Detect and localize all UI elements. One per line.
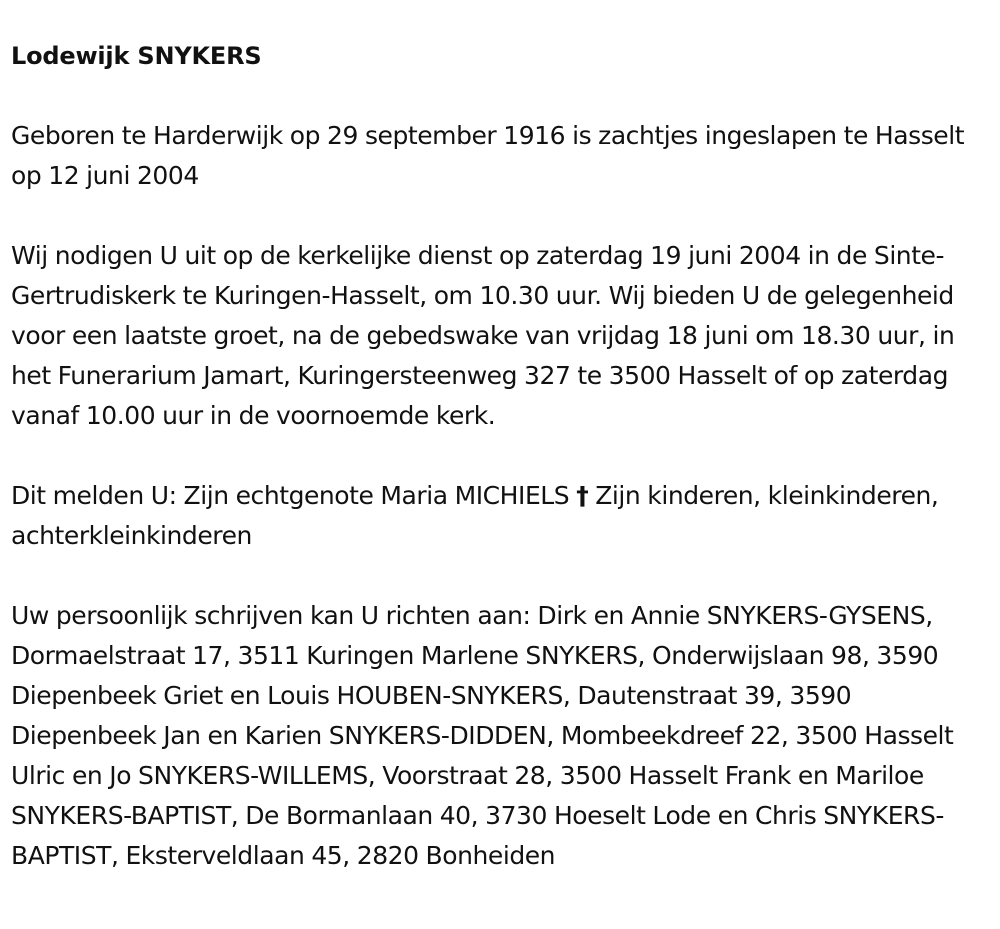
cross-icon: †: [576, 481, 589, 510]
deceased-name: Lodewijk SNYKERS: [11, 42, 262, 70]
announced-by-paragraph: [11, 476, 990, 556]
service-paragraph: Wij nodigen U uit op de kerkelijke dienst op zaterdag 19 juni 2004 in de Sinte-Gertrudiskerk te Kuringen-Hasselt, om 10.30 uur. Wij bieden U de gelegenheid voor een laatste groet, na de gebedswake van vrijdag 18 juni om 18.30 uur, in het Funerarium Jamart, Kuringersteenweg 327 te 3500 Hasselt of op zaterdag vanaf 10.00 uur in de voornoemde kerk.: [11, 241, 955, 430]
announced-by-text: Dit melden U: Zijn echtgenote Maria MICHIELS: [11, 481, 570, 510]
correspondence-paragraph: Uw persoonlijk schrijven kan U richten aan: Dirk en Annie SNYKERS-GYSENS, Dormaelstraat 17, 3511 Kuringen Marlene SNYKERS, Onderwijslaan 98, 3590 Diepenbeek Griet en Louis HOUBEN-SNYKERS, Dautenstraat 39, 3590 Diepenbeek Jan en Karien SNYKERS-DIDDEN, Mombeekdreef 22, 3500 Hasselt Ulric en Jo SNYKERS-WILLEMS, Voorstraat 28, 3500 Hasselt Frank en Mariloe SNYKERS-BAPTIST, De Bormanlaan 40, 3730 Hoeselt Lode en Chris SNYKERS-BAPTIST, Eksterveldlaan 45, 2820 Bonheiden: [11, 601, 954, 870]
birth-death-paragraph: Geboren te Harderwijk op 29 september 1916 is zachtjes ingeslapen te Hasselt op 12 juni 2004: [11, 121, 965, 190]
family-text: Zijn kinderen, kleinkinderen, achterkleinkinderen: [11, 481, 939, 550]
